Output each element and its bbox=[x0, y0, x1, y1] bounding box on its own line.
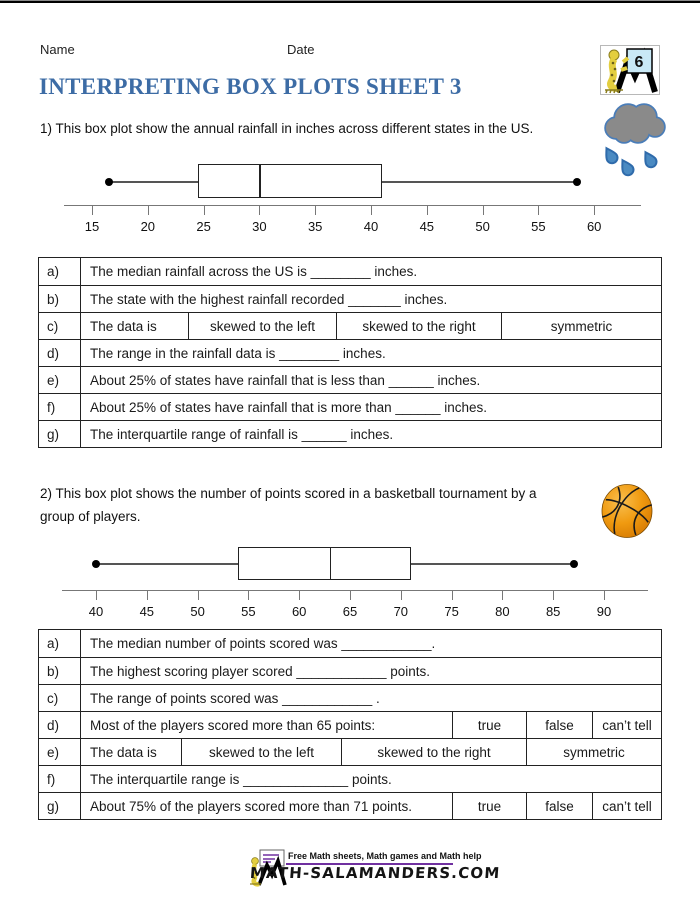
answer-option-cell: symmetric bbox=[501, 313, 661, 339]
axis-tick-label: 90 bbox=[596, 604, 612, 619]
axis-tick bbox=[452, 590, 453, 600]
axis-tick-label: 80 bbox=[495, 604, 510, 619]
axis-tick bbox=[553, 590, 554, 600]
box-plot-basketball bbox=[0, 543, 700, 628]
axis-tick bbox=[350, 590, 351, 600]
max-dot bbox=[570, 560, 578, 568]
axis-tick bbox=[259, 205, 260, 215]
box-plot-rainfall bbox=[0, 160, 700, 245]
statement-cell: The data is bbox=[80, 313, 188, 339]
table-row bbox=[39, 258, 661, 285]
axis-tick-label: 55 bbox=[531, 219, 546, 234]
axis-tick-label: 65 bbox=[342, 604, 358, 619]
statement-cell: About 25% of states have rainfall that is more than ______ inches. bbox=[80, 394, 661, 420]
row-label: a) bbox=[47, 636, 60, 651]
name-label: Name bbox=[40, 42, 75, 57]
table-row bbox=[39, 366, 661, 393]
row-label: b) bbox=[47, 663, 60, 679]
axis-line bbox=[64, 205, 641, 206]
answer-option-cell: false bbox=[526, 793, 592, 819]
question1-prompt: 1) This box plot show the annual rainfall in inches across different states in the US. bbox=[40, 121, 534, 136]
statement-cell: The state with the highest rainfall recorded _______ inches. bbox=[80, 286, 661, 312]
statement-cell: The median number of points scored was ____________. bbox=[80, 630, 661, 657]
table-row bbox=[39, 657, 661, 684]
answer-option-cell: true bbox=[452, 712, 526, 738]
statement-cell: The interquartile range is ______________ points. bbox=[80, 766, 661, 792]
row-label: d) bbox=[47, 717, 60, 733]
answer-option-cell: can’t tell bbox=[592, 712, 661, 738]
min-dot bbox=[105, 178, 113, 186]
statement-cell: About 25% of states have rainfall that is less than ______ inches. bbox=[80, 367, 661, 393]
basketball-icon bbox=[601, 483, 654, 540]
footer-site-wordmark: MATH-SALAMANDERS.COM bbox=[249, 864, 502, 882]
axis-tick-label: 20 bbox=[140, 219, 156, 234]
table-row bbox=[39, 738, 661, 765]
answer-option-cell: can’t tell bbox=[592, 793, 661, 819]
row-label: c) bbox=[47, 318, 59, 334]
row-label: c) bbox=[47, 690, 59, 706]
statement-cell: About 75% of the players scored more than 71 points. bbox=[80, 793, 452, 819]
axis-tick-label: 45 bbox=[139, 604, 155, 619]
question2-prompt bbox=[40, 482, 605, 528]
axis-tick bbox=[371, 205, 372, 215]
axis-tick bbox=[538, 205, 539, 215]
median-line bbox=[330, 547, 332, 580]
table-row bbox=[39, 285, 661, 312]
axis-tick-label: 35 bbox=[307, 219, 323, 234]
table-row bbox=[39, 393, 661, 420]
footer-tagline: Free Math sheets, Math games and Math help bbox=[288, 851, 482, 861]
axis-tick bbox=[483, 205, 484, 215]
date-label: Date bbox=[287, 42, 315, 57]
axis-tick-label: 75 bbox=[444, 604, 459, 619]
axis-tick bbox=[198, 590, 199, 600]
table-row bbox=[39, 711, 661, 738]
axis-tick-label: 50 bbox=[190, 604, 205, 619]
answer-option-cell: false bbox=[526, 712, 592, 738]
axis-tick bbox=[427, 205, 428, 215]
answer-option-cell: skewed to the left bbox=[181, 739, 341, 765]
answer-option-cell: symmetric bbox=[526, 739, 661, 765]
axis-tick-label: 15 bbox=[84, 219, 100, 234]
axis-tick bbox=[604, 590, 605, 600]
badge-number: 6 bbox=[634, 54, 644, 71]
axis-tick-label: 85 bbox=[545, 604, 561, 619]
table-row bbox=[39, 339, 661, 366]
page-title: INTERPRETING BOX PLOTS SHEET 3 bbox=[39, 74, 462, 99]
axis-tick-label: 50 bbox=[475, 219, 490, 234]
axis-tick bbox=[502, 590, 503, 600]
table-row bbox=[39, 630, 661, 657]
question2-prompt-line1: 2) This box plot shows the number of points scored in a basketball tournament by a bbox=[40, 486, 537, 501]
question1-table bbox=[38, 257, 662, 448]
axis-tick bbox=[92, 205, 93, 215]
axis-tick bbox=[96, 590, 97, 600]
axis-tick bbox=[315, 205, 316, 215]
statement-cell: The interquartile range of rainfall is ______ inches. bbox=[80, 421, 661, 447]
table-row bbox=[39, 420, 661, 447]
table-row bbox=[39, 765, 661, 792]
answer-option-cell: skewed to the left bbox=[188, 313, 336, 339]
row-label: b) bbox=[47, 291, 60, 307]
axis-line bbox=[62, 590, 648, 591]
iqr-box bbox=[198, 164, 382, 198]
basketball-illustration bbox=[601, 483, 654, 545]
median-line bbox=[259, 164, 261, 198]
answer-option-cell: true bbox=[452, 793, 526, 819]
axis-tick bbox=[401, 590, 402, 600]
axis-tick-label: 25 bbox=[196, 219, 211, 234]
axis-tick-label: 40 bbox=[363, 219, 379, 234]
statement-cell: Most of the players scored more than 65 points: bbox=[80, 712, 452, 738]
top-rule-shadow bbox=[0, 0, 700, 1]
axis-tick-label: 60 bbox=[586, 219, 602, 234]
statement-cell: The data is bbox=[80, 739, 181, 765]
axis-tick bbox=[299, 590, 300, 600]
axis-tick bbox=[594, 205, 595, 215]
statement-cell: The range of points scored was ____________ . bbox=[80, 685, 661, 711]
statement-cell: The median rainfall across the US is ________ inches. bbox=[80, 258, 661, 285]
question2-table bbox=[38, 629, 662, 820]
question2-prompt-line2: group of players. bbox=[40, 509, 141, 524]
axis-tick bbox=[204, 205, 205, 215]
row-label: e) bbox=[47, 372, 60, 388]
axis-tick-label: 55 bbox=[241, 604, 256, 619]
axis-tick-label: 40 bbox=[88, 604, 104, 619]
table-row bbox=[39, 792, 661, 819]
iqr-box bbox=[238, 547, 411, 580]
statement-cell: The range in the rainfall data is ________ inches. bbox=[80, 340, 661, 366]
axis-tick-label: 60 bbox=[291, 604, 307, 619]
axis-tick bbox=[148, 205, 149, 215]
axis-tick-label: 30 bbox=[252, 219, 267, 234]
axis-tick-label: 70 bbox=[393, 604, 409, 619]
row-label: f) bbox=[47, 399, 56, 415]
answer-option-cell: skewed to the right bbox=[341, 739, 526, 765]
axis-tick bbox=[248, 590, 249, 600]
statement-cell: The highest scoring player scored ____________ points. bbox=[80, 658, 661, 684]
row-label: d) bbox=[47, 345, 60, 361]
salamander-badge-icon bbox=[601, 46, 659, 94]
table-row bbox=[39, 312, 661, 339]
row-label: g) bbox=[47, 798, 60, 814]
axis-tick-label: 45 bbox=[419, 219, 435, 234]
axis-tick bbox=[147, 590, 148, 600]
salamander-badge bbox=[600, 45, 660, 95]
row-label: a) bbox=[47, 264, 60, 279]
row-label: f) bbox=[47, 771, 56, 787]
row-label: e) bbox=[47, 744, 60, 760]
min-dot bbox=[92, 560, 100, 568]
row-label: g) bbox=[47, 426, 60, 442]
table-row bbox=[39, 684, 661, 711]
answer-option-cell: skewed to the right bbox=[336, 313, 501, 339]
max-dot bbox=[573, 178, 581, 186]
